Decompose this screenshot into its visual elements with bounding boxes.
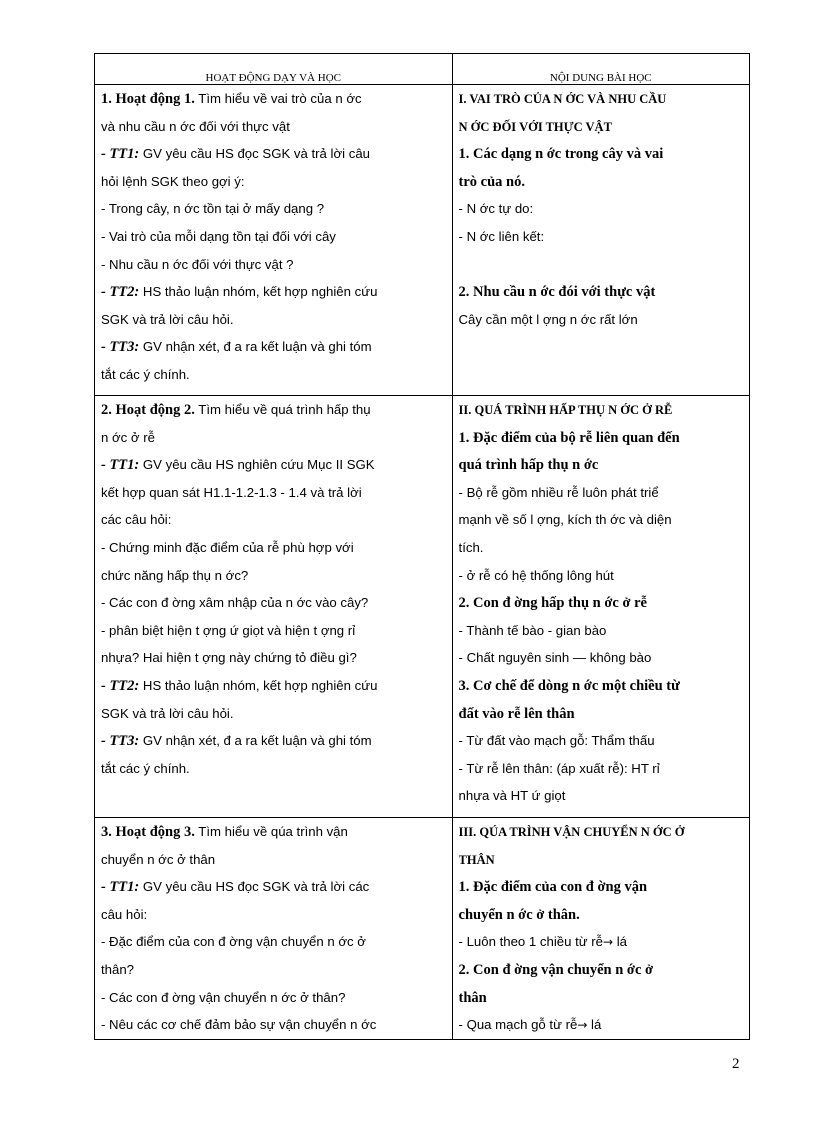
text-line [101,589,446,617]
line-text: HS thảo luận nhóm, kết hợp nghiên cứu [139,284,378,300]
line-text: n ớc ở rễ [101,429,155,445]
text-line [459,479,743,507]
line-text: thân? [101,961,135,977]
line-text: - N ớc tự do: [458,201,534,217]
line-text: GV nhận xét, đ a ra kết luận và ghi tóm [139,339,372,355]
heading-text: 1. Đặc điểm của con đ ờng vận [458,879,648,896]
line-text: - Qua mạch gỗ từ rễ [458,1017,578,1033]
task-label: - TT2: [101,677,140,694]
text-line [101,1011,446,1039]
text-line [101,251,446,279]
text-line [101,451,446,479]
line-text: tắt các ý chính. [101,366,190,382]
section-title: THÂN [458,852,495,867]
content-cell [452,85,749,396]
heading-text: trò của nó. [458,173,525,190]
text-line [459,782,743,810]
heading-text: 1. Hoạt động 1. [101,91,195,107]
heading-text: 2. Con đ ờng vận chuyển n ớc ở [458,961,654,978]
line-text: Tìm hiểu về quá trình hấp thụ [194,402,371,417]
text-line [101,562,446,590]
line-text: - Nhu cầu n ớc đối với thực vật ? [101,256,294,272]
text-line [101,396,446,424]
text-line [459,396,743,424]
text-line [459,755,743,783]
line-text: Tìm hiểu về qúa trình vận [194,824,348,839]
line-text: SGK và trả lời câu hỏi. [101,705,234,721]
heading-text: quá trình hấp thụ n ớc [458,457,599,474]
text-line [101,755,446,783]
text-line [459,956,743,984]
line-text: - Chất nguyên sinh — không bào [458,650,652,666]
text-line [459,1011,743,1039]
line-text: - Luôn theo 1 chiều từ rễ [458,934,603,950]
line-text: chuyển n ớc ở thân [101,851,216,867]
text-line [459,506,743,534]
activity-cell [95,818,453,1040]
line-text: - phân biệt hiện t ợng ứ giọt và hiện t ợng rỉ [101,622,356,638]
text-line [101,534,446,562]
lesson-table [94,53,750,1040]
line-text: - Các con đ ờng vận chuyển n ớc ở thân? [101,989,346,1005]
line-text: - Từ rễ lên thân: (áp xuất rễ): HT rỉ [458,760,660,776]
page-number: 2 [732,1056,740,1072]
text-line [459,727,743,755]
task-label: - TT3: [101,733,140,750]
text-line [101,479,446,507]
line-text: hỏi lệnh SGK theo gợi ý: [101,173,245,189]
text-line [101,361,446,389]
line-text: và nhu cầu n ớc đối với thực vật [101,118,290,134]
line-text: GV yêu cầu HS đọc SGK và trả lời các [139,879,370,895]
line-text: GV yêu cầu HS nghiên cứu Mục II SGK [139,457,375,473]
text-line [459,873,743,901]
text-line [101,700,446,728]
line-text: GV nhận xét, đ a ra kết luận và ghi tóm [139,733,372,749]
line-text: SGK và trả lời câu hỏi. [101,311,234,327]
line-text: kết hợp quan sát H1.1-1.2-1.3 - 1.4 và trả lời [101,484,362,500]
text-line [101,727,446,755]
line-text: nhựa và HT ứ giọt [458,788,566,804]
text-line [459,451,743,479]
text-line [459,928,743,956]
text-line [459,617,743,645]
arrow-right-icon: → [603,935,614,950]
text-line [101,278,446,306]
text-line [459,901,743,929]
text-line [101,223,446,251]
text-line [101,333,446,361]
section-title: N ỚC ĐỐI VỚI THỰC VẬT [458,119,612,134]
line-text: - Nêu các cơ chế đảm bảo sự vận chuyển n ớc [101,1017,377,1033]
text-line [459,984,743,1012]
text-line [459,534,743,562]
text-line [101,644,446,672]
text-line [101,672,446,700]
line-text: - N ớc liên kết: [458,228,545,244]
line-text: tắt các ý chính. [101,760,190,776]
text-line [101,901,446,929]
line-text: - Các con đ ờng xâm nhập của n ớc vào cây? [101,595,369,611]
line-text: câu hỏi: [101,906,148,922]
task-label: - TT3: [101,339,140,356]
text-line [101,306,446,334]
text-line [459,168,743,196]
arrow-right-icon: → [577,1018,588,1033]
line-text: HS thảo luận nhóm, kết hợp nghiên cứu [139,677,378,693]
heading-text: 3. Hoạt động 3. [101,824,195,840]
section-title: I. VAI TRÒ CỦA N ỚC VÀ NHU CẦU [458,92,667,106]
text-line [459,251,743,279]
header-right: NỘI DUNG BÀI HỌC [452,54,749,85]
text-line [459,306,743,334]
line-text: - Trong cây, n ớc tồn tại ở mấy dạng ? [101,201,325,217]
text-line [101,113,446,141]
line-text: Tìm hiểu về vai trò của n ớc [194,91,362,106]
activity-cell [95,396,453,818]
text-line [101,873,446,901]
task-label: - TT2: [101,284,140,301]
text-line [101,506,446,534]
line-text: tích. [458,539,484,555]
text-line [459,644,743,672]
line-text: mạnh về số l ợng, kích th ớc và diện [458,512,672,528]
text-line [101,140,446,168]
line-text: GV yêu cầu HS đọc SGK và trả lời câu [139,146,370,162]
text-line [459,672,743,700]
table-row [95,396,750,818]
text-line [101,195,446,223]
text-line [101,85,446,113]
heading-text: 1. Đặc điểm của bộ rễ liên quan đến [458,429,680,446]
heading-text: thân [458,989,487,1006]
line-text: - ở rễ có hệ thống lông hút [458,567,614,583]
text-line [459,846,743,874]
line-text: - Chứng minh đặc điểm của rễ phù hợp với [101,539,354,555]
activity-cell [95,85,453,396]
line-text: - Đặc điểm của con đ ờng vận chuyển n ớc ở [101,934,366,950]
text-line [459,278,743,306]
task-label: - TT1: [101,457,140,474]
heading-text: 3. Cơ chế để dòng n ớc một chiều từ [458,677,680,694]
text-line [101,956,446,984]
text-line [459,700,743,728]
task-label: - TT1: [101,146,140,163]
text-line [459,424,743,452]
header-row [95,54,750,85]
text-line [459,85,743,113]
text-line [101,818,446,846]
line-text: - Thành tế bào - gian bào [458,622,607,638]
text-line [101,846,446,874]
heading-text: 1. Các dạng n ớc trong cây và vai [458,146,664,163]
content-cell [452,818,749,1040]
section-title: III. QÚA TRÌNH VẬN CHUYỂN N ỚC Ở [458,825,685,839]
heading-text: 2. Nhu cầu n ớc đói với thực vật [458,284,656,301]
table-row [95,818,750,1040]
text-line [459,818,743,846]
text-line [459,140,743,168]
heading-text: 2. Con đ ờng hấp thụ n ớc ở rễ [458,595,647,612]
text-line [459,195,743,223]
line-text: - Vai trò của mỗi dạng tồn tại đối với cây [101,228,336,244]
section-title: II. QUÁ TRÌNH HẤP THỤ N ỚC Ở RỄ [458,403,673,417]
line-text: nhựa? Hai hiện t ợng này chứng tỏ điều gì? [101,650,357,666]
line-text: - Từ đất vào mạch gỗ: Thẩm thấu [458,733,655,749]
line-text: Cây cần một l ợng n ớc rất lớn [458,311,638,327]
line-text: lá [587,1017,602,1033]
table-row [95,85,750,396]
heading-text: chuyển n ớc ở thân. [458,906,580,923]
text-line [101,424,446,452]
line-text: - Bộ rễ gồm nhiều rễ luôn phát triể [458,484,659,500]
heading-text: đất vào rễ lên thân [458,705,575,722]
heading-text: 2. Hoạt động 2. [101,402,195,418]
header-left: HOẠT ĐỘNG DẠY VÀ HỌC [95,54,453,85]
text-line [101,928,446,956]
text-line [459,589,743,617]
content-cell [452,396,749,818]
line-text: lá [613,934,627,950]
task-label: - TT1: [101,879,140,896]
line-text: các câu hỏi: [101,512,172,528]
text-line [459,223,743,251]
text-line [101,168,446,196]
text-line [101,984,446,1012]
text-line [101,617,446,645]
line-text: chức năng hấp thụ n ớc? [101,567,249,583]
text-line [459,562,743,590]
text-line [459,113,743,141]
